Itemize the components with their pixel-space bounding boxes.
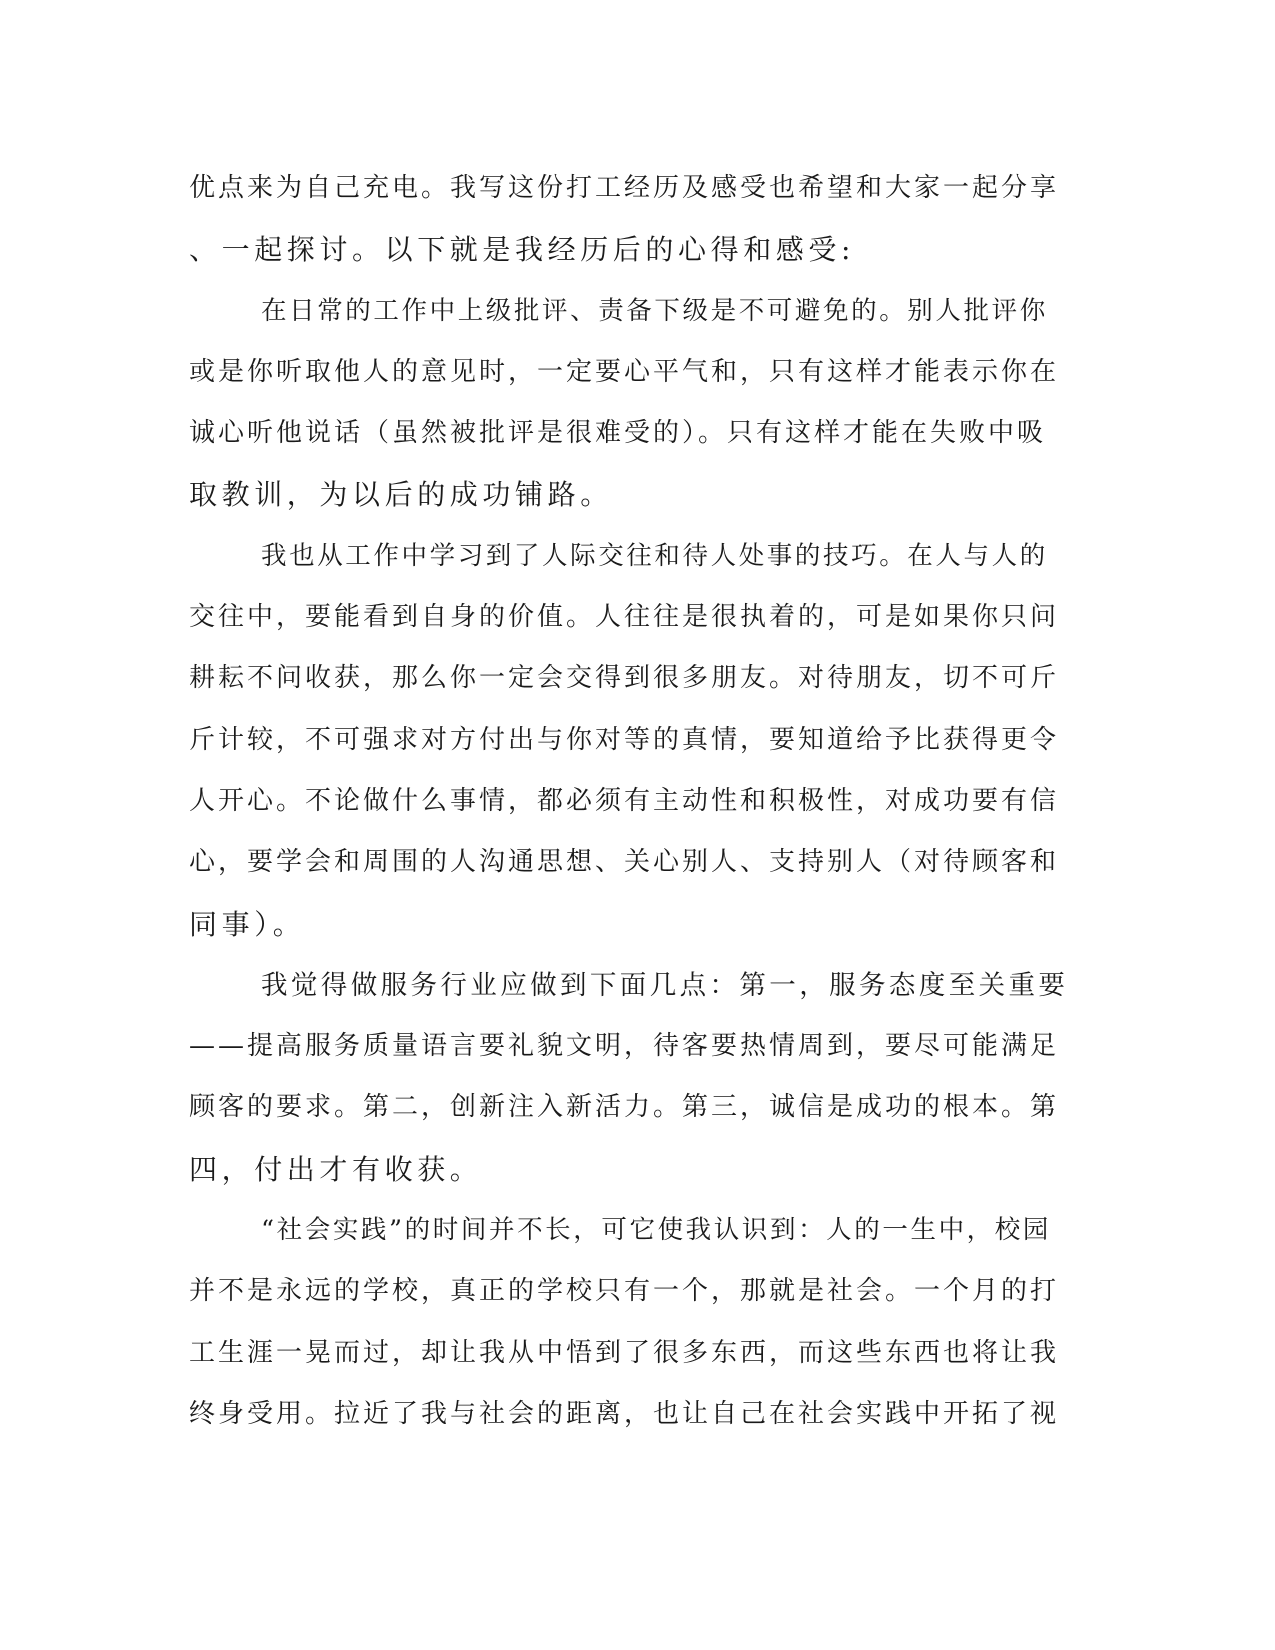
body-text [189,158,1069,1445]
text-line: 优点来为自己充电。我写这份打工经历及感受也希望和大家一起分享 [189,173,1060,203]
text-line: 工生涯一晃而过，却让我从中悟到了很多东西，而这些东西也将让我 [189,1337,1060,1368]
text-line: 诚心听他说话（虽然被批评是很难受的）。只有这样才能在失败中吸 [189,418,1047,449]
text-line: 或是你听取他人的意见时，一定要心平气和，只有这样才能表示你在 [189,356,1060,387]
text-line: 顾客的要求。第二，创新注入新活力。第三，诚信是成功的根本。第 [189,1092,1060,1123]
text-line: 终身受用。拉近了我与社会的距离，也让自己在社会实践中开拓了视 [189,1398,1060,1429]
text-line: 并不是永远的学校，真正的学校只有一个，那就是社会。一个月的打 [189,1276,1060,1307]
text-line: 、一起探讨。以下就是我经历后的心得和感受: [189,233,856,267]
text-line: 心，要学会和周围的人沟通思想、关心别人、支持别人（对待顾客和 [189,847,1060,878]
paragraph-start-line: “社会实践”的时间并不长，可它使我认识到：人的一生中，校园 [261,1215,1051,1246]
paragraph-start-line: 我也从工作中学习到了人际交往和待人处事的技巧。在人与人的 [261,540,1048,571]
paragraph-start-line: 在日常的工作中上级批评、责备下级是不可避免的。别人批评你 [261,295,1048,326]
text-line: 同事）。 [189,907,306,941]
text-line: ——提高服务质量语言要礼貌文明，待客要热情周到，要尽可能满足 [189,1031,1060,1062]
text-line: 斤计较，不可强求对方付出与你对等的真情，要知道给予比获得更令 [189,724,1060,755]
paragraph-start-line: 我觉得做服务行业应做到下面几点：第一，服务态度至关重要 [261,969,1069,1001]
text-line: 耕耘不问收获，那么你一定会交得到很多朋友。对待朋友，切不可斤 [189,663,1060,694]
text-line: 四，付出才有收获。 [189,1152,483,1186]
text-line: 取教训，为以后的成功铺路。 [189,478,613,512]
text-line: 交往中，要能看到自身的价值。人往往是很执着的，可是如果你只问 [189,602,1060,633]
text-line: 人开心。不论做什么事情，都必须有主动性和积极性，对成功要有信 [189,785,1060,816]
